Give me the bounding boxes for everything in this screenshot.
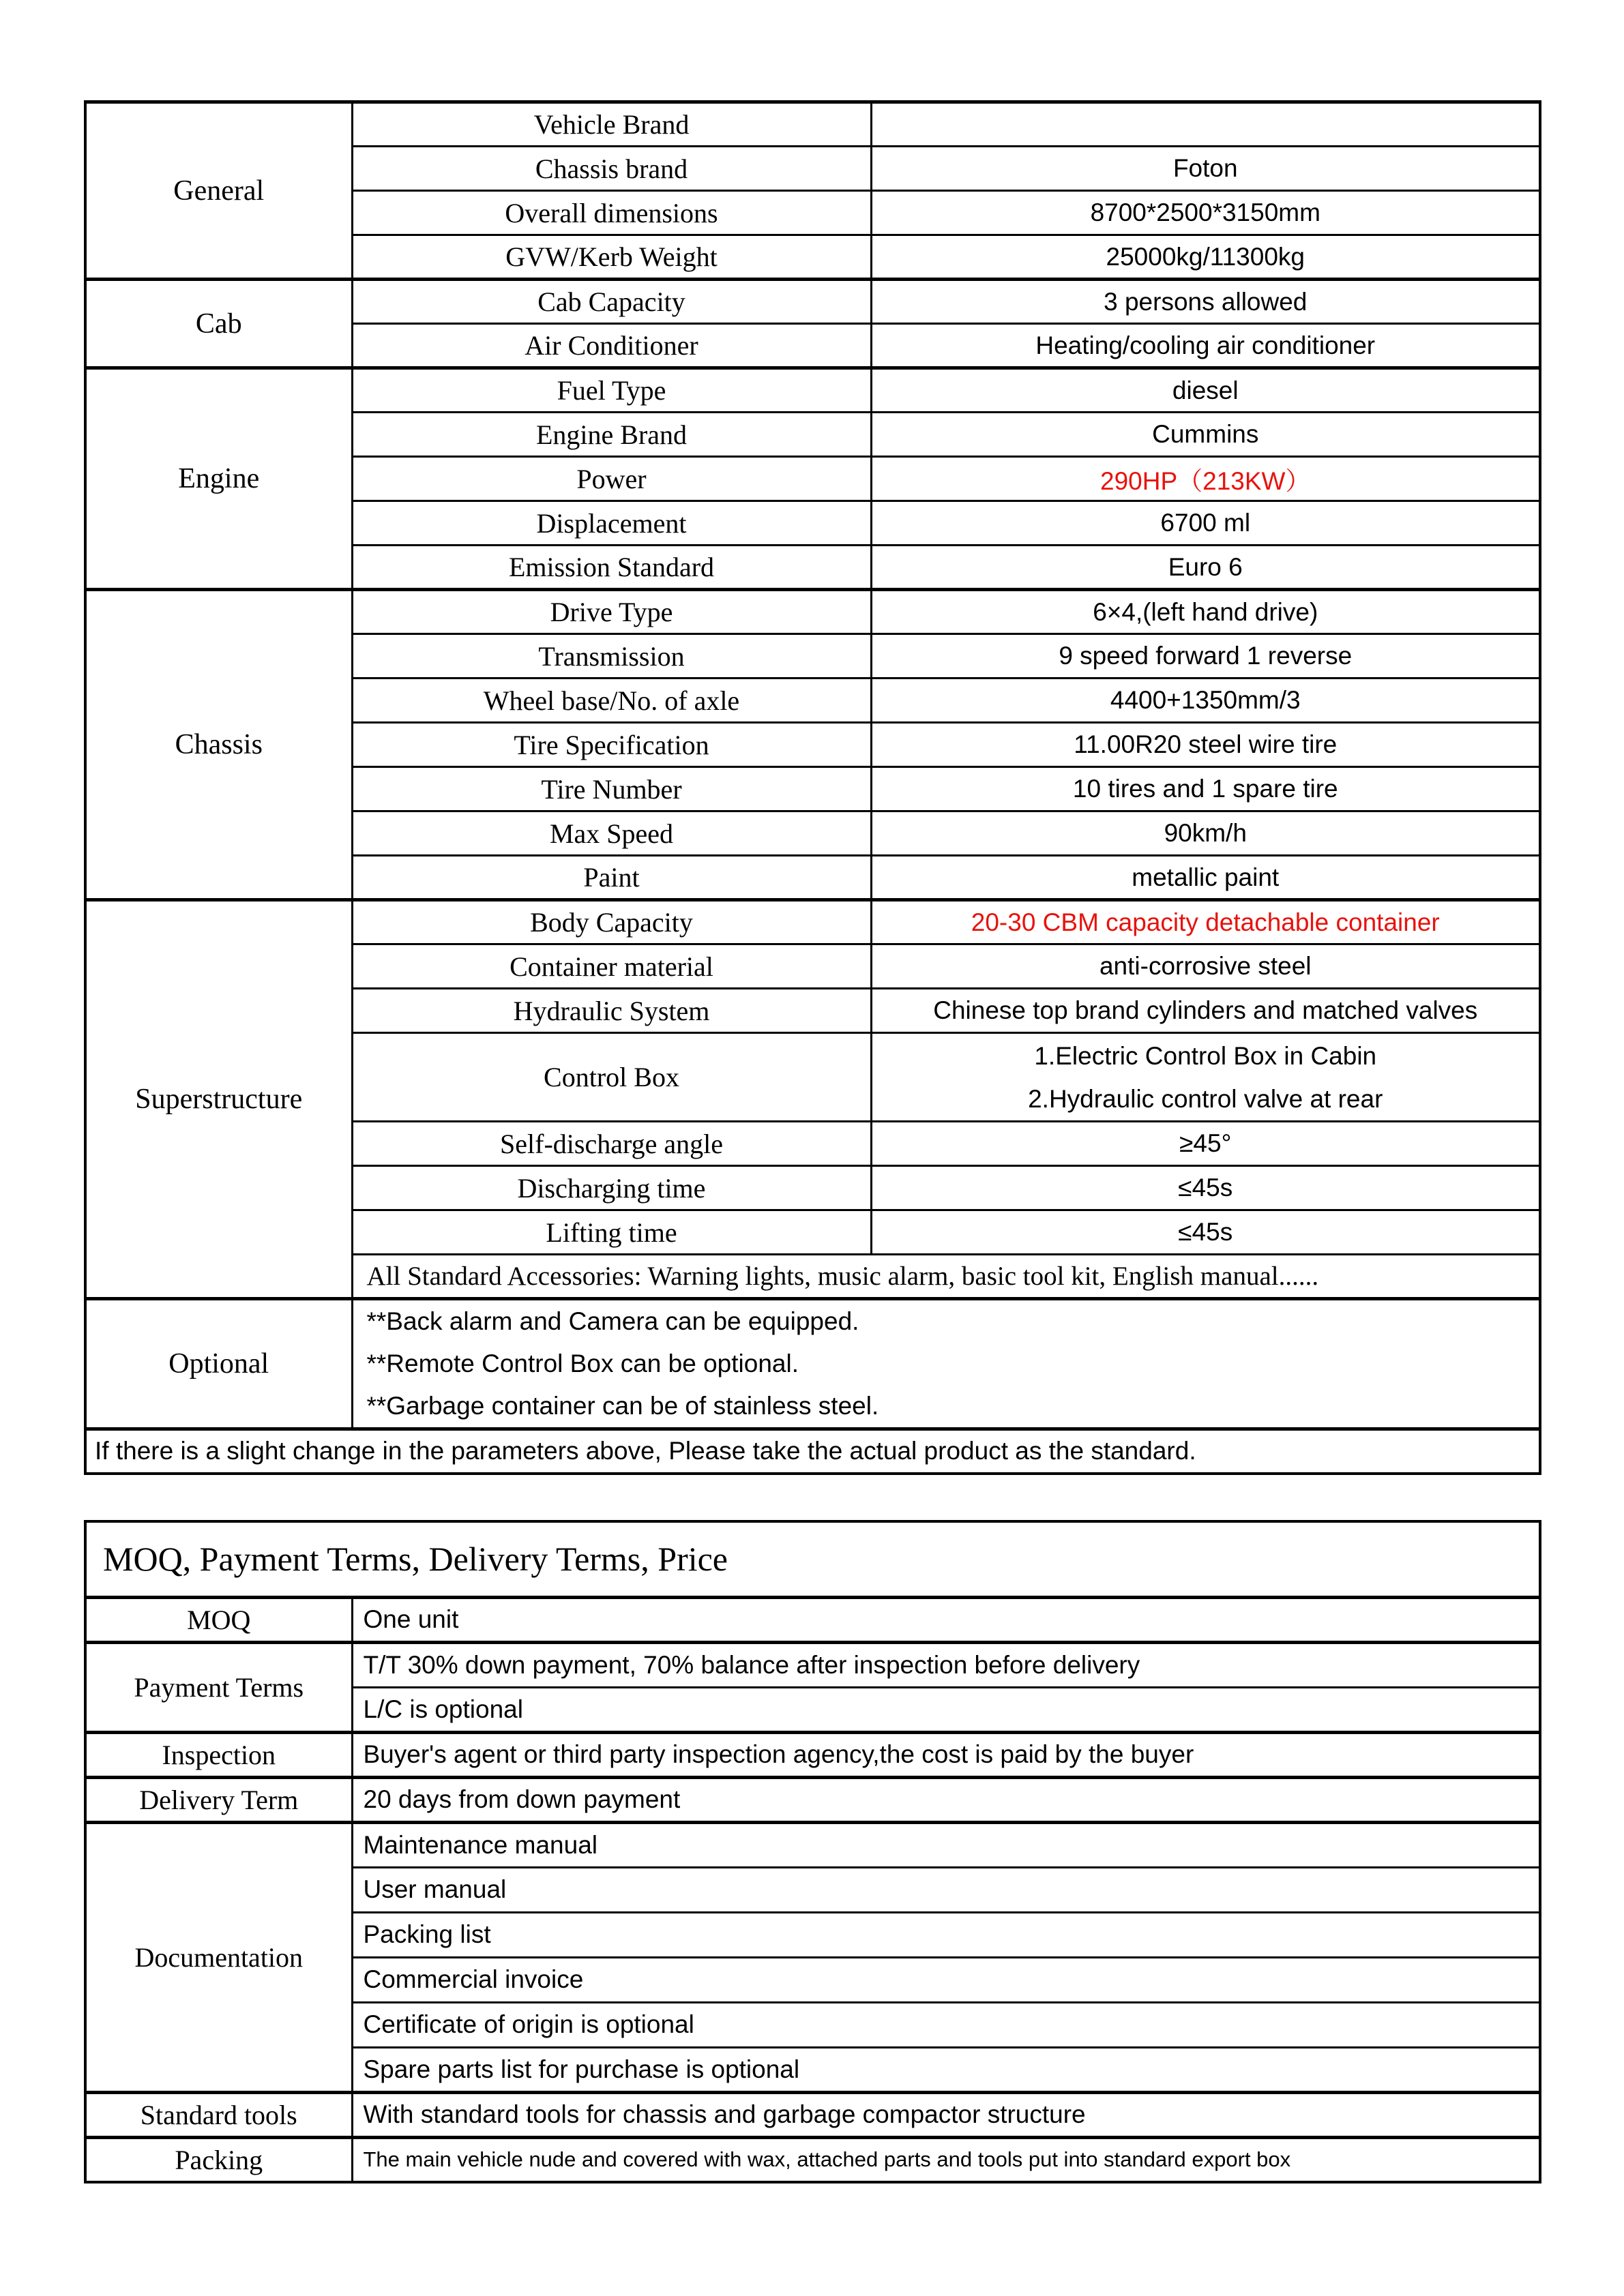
spec-row-label: Vehicle Brand: [352, 102, 871, 147]
terms-value: Certificate of origin is optional: [352, 2002, 1540, 2047]
commercial-terms-table: [84, 1520, 1541, 2183]
spec-row-value: Euro 6: [871, 546, 1540, 590]
terms-value: User manual: [352, 1867, 1540, 1912]
spec-row-label: Power: [352, 457, 871, 501]
section-label-optional: Optional: [85, 1299, 352, 1429]
standard-accessories-note: All Standard Accessories: Warning lights, music alarm, basic tool kit, English manual......: [352, 1255, 1540, 1299]
spec-row-label: Tire Specification: [352, 723, 871, 767]
terms-label-delivery: Delivery Term: [85, 1777, 352, 1822]
spec-row-value-power: 290HP（213KW）: [871, 457, 1540, 501]
spec-row-value: 3 persons allowed: [871, 280, 1540, 324]
spec-row-label: Hydraulic System: [352, 989, 871, 1033]
optional-item: **Remote Control Box can be optional.: [366, 1350, 799, 1377]
terms-value: With standard tools for chassis and garbage compactor structure: [352, 2092, 1540, 2137]
spec-row-label: Paint: [352, 856, 871, 900]
control-box-line-1: 1.Electric Control Box in Cabin: [1034, 1041, 1377, 1070]
terms-label-payment: Payment Terms: [85, 1642, 352, 1732]
spec-row-value: diesel: [871, 368, 1540, 413]
table-row: [85, 1521, 1540, 1597]
spec-row-label: Air Conditioner: [352, 324, 871, 368]
spec-row-label: Overall dimensions: [352, 191, 871, 235]
terms-table-title: MOQ, Payment Terms, Delivery Terms, Price: [85, 1521, 1540, 1597]
table-row: [85, 1732, 1540, 1777]
spec-row-value-control-box: [871, 1033, 1540, 1122]
spec-row-value: 10 tires and 1 spare tire: [871, 767, 1540, 811]
terms-label-documentation: Documentation: [85, 1822, 352, 2092]
spec-row-value: Chinese top brand cylinders and matched valves: [871, 989, 1540, 1033]
spec-row-label: Emission Standard: [352, 546, 871, 590]
spec-row-label: Displacement: [352, 501, 871, 546]
spec-row-value: [871, 102, 1540, 147]
optional-item: **Back alarm and Camera can be equipped.: [366, 1307, 859, 1335]
vehicle-spec-table: [84, 100, 1541, 1475]
spec-row-value: metallic paint: [871, 856, 1540, 900]
spec-row-value: 11.00R20 steel wire tire: [871, 723, 1540, 767]
spec-row-label: Container material: [352, 944, 871, 989]
spec-row-value: 90km/h: [871, 811, 1540, 856]
spec-row-label: Cab Capacity: [352, 280, 871, 324]
terms-label-moq: MOQ: [85, 1597, 352, 1642]
table-row: [85, 1822, 1540, 1867]
spec-row-label: GVW/Kerb Weight: [352, 235, 871, 280]
spec-row-value: Foton: [871, 147, 1540, 191]
spec-row-label: Max Speed: [352, 811, 871, 856]
terms-label-packing: Packing: [85, 2137, 352, 2182]
terms-value: One unit: [352, 1597, 1540, 1642]
spec-row-value: 4400+1350mm/3: [871, 679, 1540, 723]
spec-row-label: Engine Brand: [352, 413, 871, 457]
table-row: [85, 1299, 1540, 1429]
spec-row-value: 25000kg/11300kg: [871, 235, 1540, 280]
terms-label-inspection: Inspection: [85, 1732, 352, 1777]
section-label-general: General: [85, 102, 352, 280]
spec-row-value: 9 speed forward 1 reverse: [871, 634, 1540, 679]
section-label-engine: Engine: [85, 368, 352, 590]
terms-value: L/C is optional: [352, 1687, 1540, 1732]
spec-row-label: Transmission: [352, 634, 871, 679]
table-row: [85, 1777, 1540, 1822]
spec-row-value: Heating/cooling air conditioner: [871, 324, 1540, 368]
table-row: [85, 1597, 1540, 1642]
spec-row-value: anti-corrosive steel: [871, 944, 1540, 989]
terms-value: T/T 30% down payment, 70% balance after inspection before delivery: [352, 1642, 1540, 1687]
table-row: [85, 2137, 1540, 2182]
spec-row-label: Fuel Type: [352, 368, 871, 413]
optional-item: **Garbage container can be of stainless steel.: [366, 1392, 879, 1420]
spec-row-label: Discharging time: [352, 1166, 871, 1210]
spec-footnote: If there is a slight change in the parameters above, Please take the actual product as the standard.: [85, 1429, 1540, 1474]
table-row: [85, 102, 1540, 147]
table-row: [85, 1429, 1540, 1474]
control-box-line-2: 2.Hydraulic control valve at rear: [1028, 1084, 1383, 1113]
spec-row-value-body-capacity: 20-30 CBM capacity detachable container: [871, 900, 1540, 944]
spec-row-value: ≤45s: [871, 1210, 1540, 1255]
section-label-chassis: Chassis: [85, 590, 352, 900]
spec-row-value: 6×4,(left hand drive): [871, 590, 1540, 634]
spec-row-label: Control Box: [352, 1033, 871, 1122]
table-row: [85, 590, 1540, 634]
terms-value: Spare parts list for purchase is optional: [352, 2047, 1540, 2092]
optional-items-cell: [352, 1299, 1540, 1429]
section-label-superstructure: Superstructure: [85, 900, 352, 1299]
spec-row-label: Lifting time: [352, 1210, 871, 1255]
spec-row-label: Tire Number: [352, 767, 871, 811]
table-row: [85, 2092, 1540, 2137]
spec-row-value: ≤45s: [871, 1166, 1540, 1210]
terms-value: Commercial invoice: [352, 1957, 1540, 2002]
terms-value: Packing list: [352, 1912, 1540, 1957]
table-row: [85, 368, 1540, 413]
table-row: [85, 1642, 1540, 1687]
spec-row-label: Drive Type: [352, 590, 871, 634]
spec-row-value: Cummins: [871, 413, 1540, 457]
table-row: [85, 280, 1540, 324]
terms-value: The main vehicle nude and covered with wax, attached parts and tools put into standard export box: [352, 2137, 1540, 2182]
terms-value: Maintenance manual: [352, 1822, 1540, 1867]
terms-label-standard-tools: Standard tools: [85, 2092, 352, 2137]
spec-row-label: Self-discharge angle: [352, 1122, 871, 1166]
spec-row-value: 6700 ml: [871, 501, 1540, 546]
table-row: [85, 900, 1540, 944]
spec-row-label: Chassis brand: [352, 147, 871, 191]
terms-value: 20 days from down payment: [352, 1777, 1540, 1822]
spec-row-value: 8700*2500*3150mm: [871, 191, 1540, 235]
section-label-cab: Cab: [85, 280, 352, 368]
spec-row-value: ≥45°: [871, 1122, 1540, 1166]
spec-row-label: Body Capacity: [352, 900, 871, 944]
terms-value: Buyer's agent or third party inspection agency,the cost is paid by the buyer: [352, 1732, 1540, 1777]
spec-row-label: Wheel base/No. of axle: [352, 679, 871, 723]
